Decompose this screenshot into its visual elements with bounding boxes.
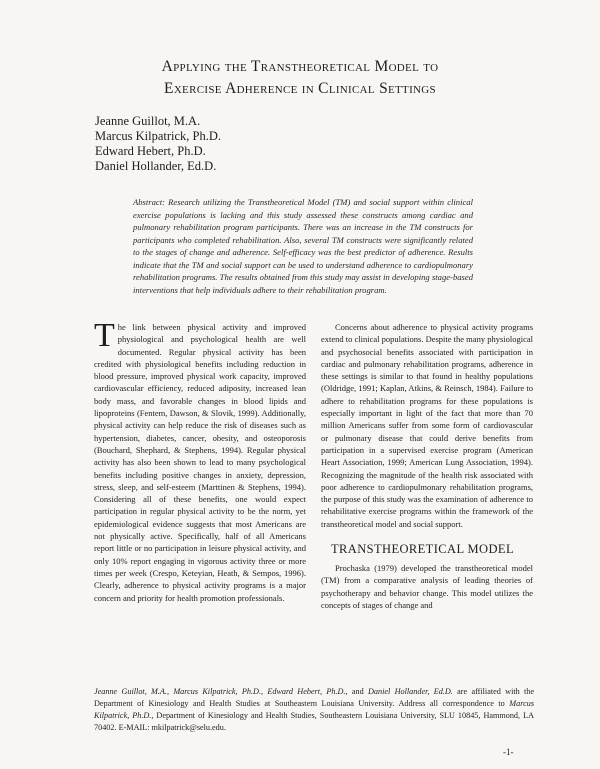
section-heading: TRANSTHEORETICAL MODEL bbox=[331, 542, 514, 557]
author-2: Marcus Kilpatrick, Ph.D. bbox=[95, 129, 222, 143]
intro-paragraph bbox=[94, 317, 306, 604]
abstract-text: Research utilizing the Transtheoretical Model (TM) and social support within clinical exercise populations is lacking and this study assessed these constructs among cardiac and pulmonary rehabilitation program participants. There was an increase in the TM constructs for participants who completed rehabilitation. Also, several TM constructs were significantly related to the stages of change and adherence. Self-efficacy was the best predictor of adherence. Results indicate that the TM and social support can be used to understand adherence to cardiopulmonary rehabilitation programs. The results obtained from this study may assist in developing stage-based interventions that help individuals adhere to their rehabilitation program. bbox=[133, 197, 473, 295]
title-line-1: Applying the Transtheoretical Model to bbox=[161, 58, 439, 75]
adherence-paragraph: Concerns about adherence to physical activity programs extend to clinical populations. Despite the many physiological and psychosocial benefits associated with participation in cardiac and pulmonary rehabilitation programs, adherence in these settings is similar to that found in healthy populations (Oldridge, 1991; Kaplan, Atkins, & Reinsch, 1984). Failure to adhere to rehabilitation programs for these populations is especially important in light of the fact that more than 70 million Americans suffer from some form of cardiovascular or pulmonary disease that could derive benefits from participation in a supervised exercise program (American Heart Association, 1999; American Lung Association, 1994). Recognizing the magnitude of the health risk associated with poor adherence to cardiopulmonary rehabilitation programs, the purpose of this study was the examination of adherence to rehabilitative exercise programs within the framework of the transtheoretical model and social support. bbox=[321, 322, 533, 529]
author-4: Daniel Hollander, Ed.D. bbox=[95, 159, 217, 173]
page-number: -1- bbox=[503, 747, 514, 757]
author-list bbox=[95, 114, 221, 174]
tm-paragraph: Prochaska (1979) developed the transtheoretical model (TM) from a comparative analysis of leading theories of psychotherapy and behavior change. This model utilizes the concepts of stages of change and bbox=[321, 563, 533, 610]
footnote-affiliation: are affiliated with the Department of Kinesiology and Health Studies at Southeastern Louisiana University. Address all correspondence to bbox=[94, 687, 535, 708]
abstract bbox=[133, 196, 473, 296]
abstract-label: Abstract: bbox=[133, 197, 165, 207]
footnote-author-3: Edward Hebert, Ph.D., bbox=[267, 687, 348, 696]
footnote-author-1: Jeanne Guillot, M.A., bbox=[94, 687, 170, 696]
footnote-address: Department of Kinesiology and Health Studies, Southeastern Louisiana University, SLU 10845, Hammond, LA 70402. E-MAIL: mkilpatrick@selu.edu. bbox=[94, 711, 534, 732]
footnote-author-2: Marcus Kilpatrick, Ph.D., bbox=[173, 687, 264, 696]
author-1: Jeanne Guillot, M.A. bbox=[95, 114, 201, 128]
intro-text: he link between physical activity and improved physiological and psychological health are well documented. Regular physical activity has been credited with physiological benefits including reduction in blood pressure, improved physical work capacity, improved cardiovascular efficiency, reduced adiposity, increased lean body mass, and favorable changes in blood lipids and lipoproteins (Fentem, Dawson, & Slovik, 1999). Additionally, physical activity can help reduce the risk of diseases such as hypertension, diabetes, cancer, obesity, and osteoporosis (Bouchard, Shephard, & Stephens, 1994). Regular physical activity has also been shown to lead to many psychological benefits including positive changes in anxiety, depression, stress, sleep, and self-esteem (Marttinen & Stephens, 1994). Considering all of these benefits, one would expect participation in regular physical activity to be the norm, yet epidemiological evidence suggests that most Americans are not physically active. Specifically, half of all Americans report little or no participation in leisure physical activity, and only 10% report engaging in vigorous activity three or more times per week (Crespo, Keteyian, Heath, & Sempos, 1996). Clearly, adherence to physical activity programs is a major concern and priority for health promotion professionals. bbox=[94, 322, 306, 603]
footnote-correspondence: Marcus Kilpatrick, Ph.D., bbox=[94, 699, 535, 720]
paper-title bbox=[0, 56, 600, 100]
footnote-and: and bbox=[351, 687, 364, 696]
body-column-right bbox=[321, 321, 533, 611]
author-footnote bbox=[94, 686, 534, 734]
author-3: Edward Hebert, Ph.D. bbox=[95, 144, 206, 158]
body-column-left bbox=[94, 317, 306, 604]
title-line-2: Exercise Adherence in Clinical Settings bbox=[164, 80, 436, 97]
drop-cap: T bbox=[94, 317, 115, 354]
footnote-author-4: Daniel Hollander, Ed.D. bbox=[368, 687, 453, 696]
